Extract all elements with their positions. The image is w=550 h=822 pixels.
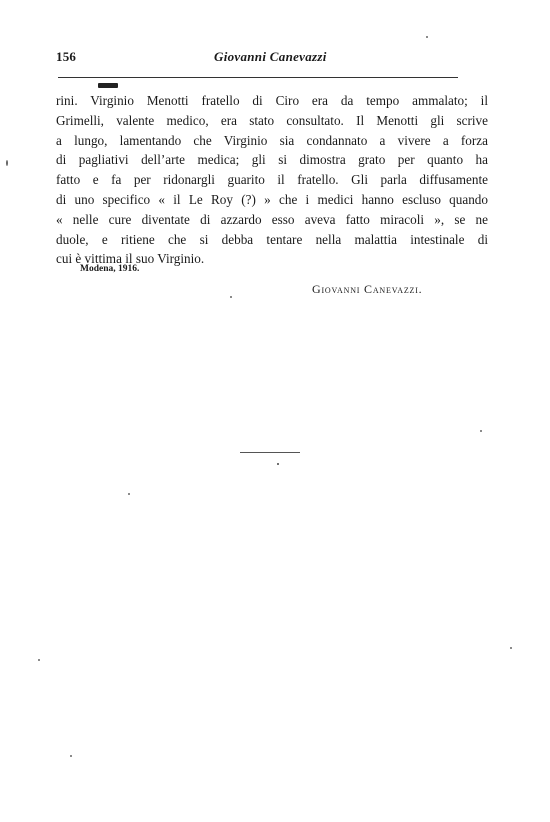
end-ornament-dot <box>277 463 279 465</box>
paper-speck <box>426 36 428 38</box>
author-signature: Giovanni Canevazzi. <box>312 282 423 296</box>
body-paragraph <box>56 91 488 269</box>
paper-speck <box>38 659 40 661</box>
paper-speck <box>480 430 482 432</box>
page-number: 156 <box>56 49 77 64</box>
ink-smudge <box>98 83 118 88</box>
paper-speck <box>70 755 72 757</box>
text-line: duole, e ritiene che si debba tentare nella malattia intestinale di <box>56 231 488 247</box>
place-date: Modena, 1916. <box>80 264 140 274</box>
paper-speck <box>510 647 512 649</box>
text-line: « nelle cure diventate di azzardo esso aveva fatto miracoli », se ne <box>56 211 488 227</box>
paper-speck <box>230 296 232 298</box>
text-line: a lungo, lamentando che Virginio sia condannato a vivere a forza <box>56 132 488 148</box>
text-line: Grimelli, valente medico, era stato consultato. Il Menotti gli scrive <box>56 112 488 128</box>
text-line: di uno specifico « il Le Roy (?) » che i medici hanno escluso quando <box>56 191 488 207</box>
paper-speck <box>6 160 8 166</box>
paper-speck <box>128 493 130 495</box>
running-head: Giovanni Canevazzi <box>214 49 327 64</box>
text-line: di pagliativi dell’arte medica; gli si dimostra grato per quanto ha <box>56 152 488 168</box>
header-rule <box>58 77 458 78</box>
text-line: rini. Virginio Menotti fratello di Ciro era da tempo ammalato; il <box>56 93 488 108</box>
end-rule <box>240 452 300 453</box>
text-line: cui è vittima il suo Virginio. <box>56 251 205 267</box>
text-line: fatto e fa per ridonargli guarito il fratello. Gli parla diffusamente <box>56 172 488 188</box>
